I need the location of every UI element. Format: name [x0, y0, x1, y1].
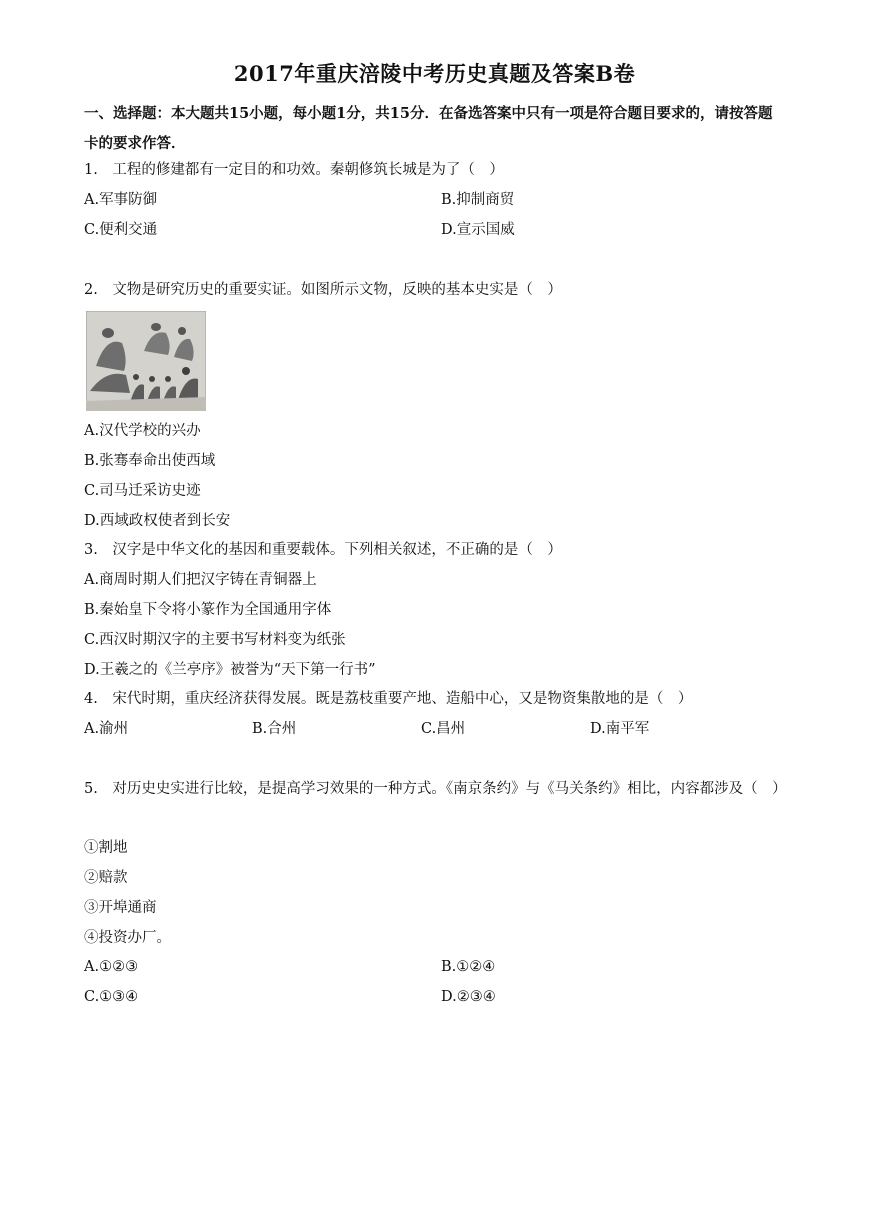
question-4-stem: 4. 宋代时期，重庆经济获得发展。既是荔枝重要产地、造船中心，又是物资集散地的是（ ） [84, 691, 693, 707]
question-4-option-c: C.昌州 [421, 721, 466, 737]
question-2-option-d: D.西域政权使者到长安 [84, 513, 231, 529]
question-4-option-b: B.合州 [252, 721, 297, 737]
question-5-item-2: ②赔款 [84, 870, 128, 886]
page-title: 2017年重庆涪陵中考历史真题及答案B卷 [233, 61, 636, 86]
question-4-option-d: D.南平军 [590, 721, 650, 737]
question-1-option-c: C.便利交通 [84, 222, 158, 238]
question-3-option-c: C.西汉时期汉字的主要书写材料变为纸张 [84, 632, 346, 648]
question-3-option-b: B.秦始皇下令将小篆作为全国通用字体 [84, 602, 332, 618]
artifact-mural-image [86, 311, 206, 411]
question-5-option-d: D.②③④ [441, 989, 496, 1005]
question-5-option-a: A.①②③ [84, 959, 139, 975]
question-3-option-a: A.商周时期人们把汉字铸在青铜器上 [84, 572, 317, 588]
question-3-option-d: D.王羲之的《兰亭序》被誉为“天下第一行书” [84, 662, 376, 678]
section-instruction: 一、选择题：本大题共15小题，每小题1分，共15分．在备选答案中只有一项是符合题目要求的，请按答题卡的要求作答． [84, 105, 773, 152]
question-3-stem: 3. 汉字是中华文化的基因和重要载体。下列相关叙述，不正确的是（ ） [84, 542, 562, 558]
question-2-option-c: C.司马迁采访史迹 [84, 483, 201, 499]
question-2-stem: 2. 文物是研究历史的重要实证。如图所示文物，反映的基本史实是（ ） [84, 282, 562, 298]
question-1-option-a: A.军事防御 [84, 192, 158, 208]
question-5-option-b: B.①②④ [441, 959, 496, 975]
question-2-option-a: A.汉代学校的兴办 [84, 423, 201, 439]
question-5-item-3: ③开埠通商 [84, 900, 157, 916]
question-1-option-b: B.抑制商贸 [441, 192, 515, 208]
question-5-item-4: ④投资办厂。 [84, 930, 171, 946]
question-1-option-d: D.宣示国威 [441, 222, 515, 238]
question-5-stem: 5. 对历史史实进行比较，是提高学习效果的一种方式。《南京条约》与《马关条约》相比，内容都涉及（ ） [84, 781, 787, 797]
question-4-option-a: A.渝州 [84, 721, 129, 737]
question-1-stem: 1. 工程的修建都有一定目的和功效。秦朝修筑长城是为了（ ） [84, 162, 504, 178]
question-5-option-c: C.①③④ [84, 989, 139, 1005]
question-2-option-b: B.张骞奉命出使西域 [84, 453, 216, 469]
question-5-item-1: ①割地 [84, 840, 128, 856]
